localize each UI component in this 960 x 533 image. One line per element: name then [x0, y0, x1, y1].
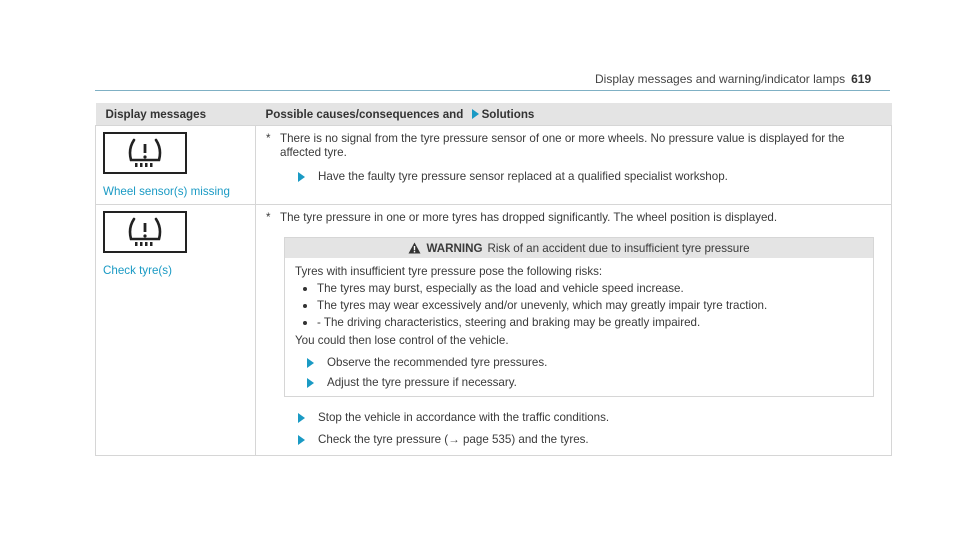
causes-cell [256, 126, 892, 205]
arrow-right-icon [307, 378, 314, 388]
solution-step: Check the tyre pressure (→ page 535) and the tyres. [266, 433, 881, 447]
cause-description: The tyre pressure in one or more tyres has dropped significantly. The wheel position is displayed. [280, 211, 778, 224]
col-header-causes-text: Possible causes/consequences and [265, 107, 464, 121]
causes-cell [256, 205, 892, 456]
col-header-causes [256, 103, 892, 126]
cause-text [266, 211, 881, 225]
arrow-right-icon [298, 172, 305, 182]
bullet-icon [303, 304, 307, 308]
list-item: - The driving characteristics, steering and braking may be greatly impaired. [303, 314, 863, 331]
table-row [96, 126, 892, 205]
arrow-right-icon [298, 435, 305, 445]
page-header [595, 72, 872, 86]
table-header-row [96, 103, 892, 126]
solution-text: Have the faulty tyre pressure sensor replaced at a qualified specialist workshop. [318, 170, 728, 183]
list-item: The tyres may burst, especially as the load and vehicle speed increase. [303, 280, 863, 297]
warning-title: Risk of an accident due to insufficient tyre pressure [487, 241, 750, 255]
warning-triangle-icon [408, 242, 421, 254]
page-header-title: Display messages and warning/indicator lamps [595, 72, 846, 86]
cause-text [266, 132, 881, 160]
tyre-pressure-warning-icon [103, 211, 187, 253]
page-number: 619 [851, 72, 872, 86]
header-rule [95, 90, 890, 91]
warning-intro: Tyres with insufficient tyre pressure pose the following risks: [295, 265, 603, 278]
warning-body [285, 258, 873, 396]
solution-step: Observe the recommended tyre pressures. [295, 356, 863, 370]
messages-table [95, 103, 892, 456]
risk-list [295, 280, 863, 331]
solution-step: Adjust the tyre pressure if necessary. [295, 376, 863, 390]
lamp-cell [96, 126, 256, 205]
solution-step [266, 170, 881, 184]
arrow-right-icon [472, 109, 479, 119]
col-header-solutions: Solutions [481, 107, 535, 121]
warning-header [285, 238, 873, 258]
warning-box [284, 237, 874, 397]
lamp-label: Check tyre(s) [103, 264, 172, 277]
warning-label: WARNING [426, 241, 483, 255]
arrow-right-icon [298, 413, 305, 423]
list-item: The tyres may wear excessively and/or unevenly, which may greatly impair tyre traction. [303, 297, 863, 314]
solution-step: Stop the vehicle in accordance with the traffic conditions. [266, 411, 881, 425]
table-row [96, 205, 892, 456]
arrow-right-icon [307, 358, 314, 368]
solution-steps [266, 411, 881, 447]
cause-marker: * [266, 132, 271, 145]
warning-outro: You could then lose control of the vehicle. [295, 334, 509, 347]
tyre-pressure-warning-icon [103, 132, 187, 174]
lamp-cell [96, 205, 256, 456]
lamp-label: Wheel sensor(s) missing [103, 185, 230, 198]
bullet-icon [303, 321, 307, 325]
col-header-display-messages: Display messages [96, 103, 256, 126]
cause-marker: * [266, 211, 271, 224]
bullet-icon [303, 287, 307, 291]
cause-description: There is no signal from the tyre pressure sensor of one or more wheels. No pressure value is displayed for the affected tyre. [280, 132, 845, 159]
